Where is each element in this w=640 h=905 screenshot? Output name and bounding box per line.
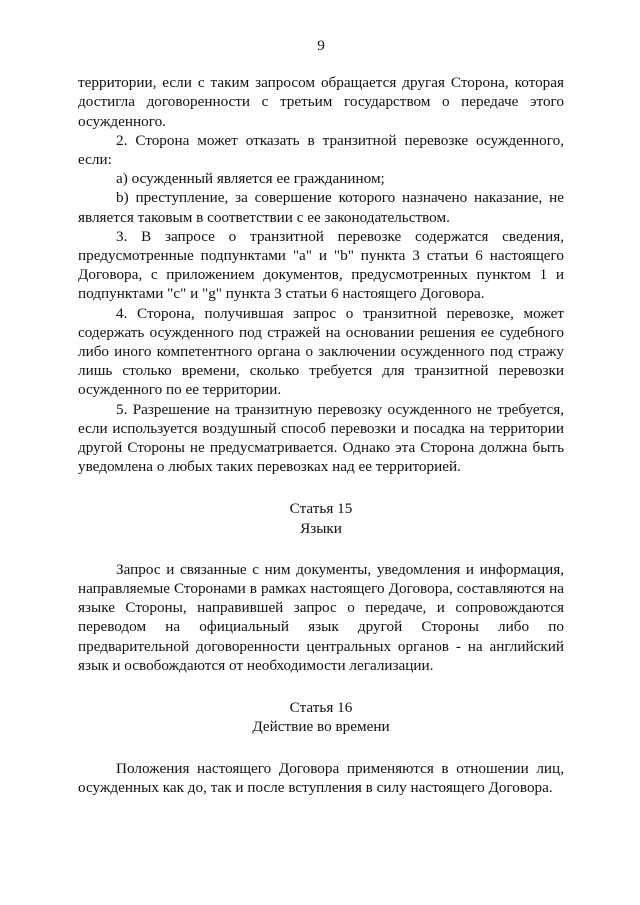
article-15-number: Статья 15 xyxy=(289,500,353,518)
paragraph-item-3: 3. В запросе о транзитной перевозке содержатся сведения, предусмотренные подпунктами "a" и "b" пункта 3 статьи 6 настоящего Договора, с приложением документов, предусмотренных пунктом 1 и подпунктами "c" и "g" пункта 3 статьи 6 настоящего Договора. xyxy=(78,227,564,303)
article-15-heading xyxy=(78,499,564,537)
article-16-number: Статья 16 xyxy=(289,699,353,717)
paragraph-item-4: 4. Сторона, получившая запрос о транзитной перевозке, может содержать осужденного под стражей на основании решения ее судебного либо иного компетентного органа о заключении осужденного под стражу лишь столько времени, сколько требуется для транзитной перевозки осужденного по ее территории. xyxy=(78,304,564,399)
article-16-text: Положения настоящего Договора применяются в отношении лиц, осужденных как до, так и после вступления в силу настоящего Договора. xyxy=(78,759,564,796)
article-15-title: Языки xyxy=(300,519,342,537)
article-16-title: Действие во времени xyxy=(252,718,390,736)
paragraph-subitem-b: b) преступление, за совершение которого назначено наказание, не является таковым в соответствии с ее законодательством. xyxy=(78,189,564,226)
document-page xyxy=(78,36,564,797)
article-15-text: Запрос и связанные с ним документы, уведомления и информация, направляемые Сторонами в рамках настоящего Договора, составляются на языке Стороны, направившей запрос о передаче, и сопровождаются переводом на официальный язык другой Стороны либо по предварительной договоренности центральных органов - на английский язык и освобождаются от необходимости легализации. xyxy=(78,560,564,674)
paragraph-subitem-a: a) осужденный является ее гражданином; xyxy=(116,170,385,188)
paragraph-continuation: территории, если с таким запросом обращается другая Сторона, которая достигла договоренности с третьим государством о передаче этого осужденного. xyxy=(78,74,564,130)
paragraph-item-5: 5. Разрешение на транзитную перевозку осужденного не требуется, если используется воздушный способ перевозки и посадка на территории другой Стороны не предусматривается. Однако эта Сторона должна быть уведомлена о любых таких перевозках над ее территорией. xyxy=(78,400,564,476)
page-number: 9 xyxy=(317,37,325,54)
article-16-heading xyxy=(78,698,564,736)
paragraph-item-2: 2. Сторона может отказать в транзитной перевозке осужденного, если: xyxy=(78,131,564,169)
